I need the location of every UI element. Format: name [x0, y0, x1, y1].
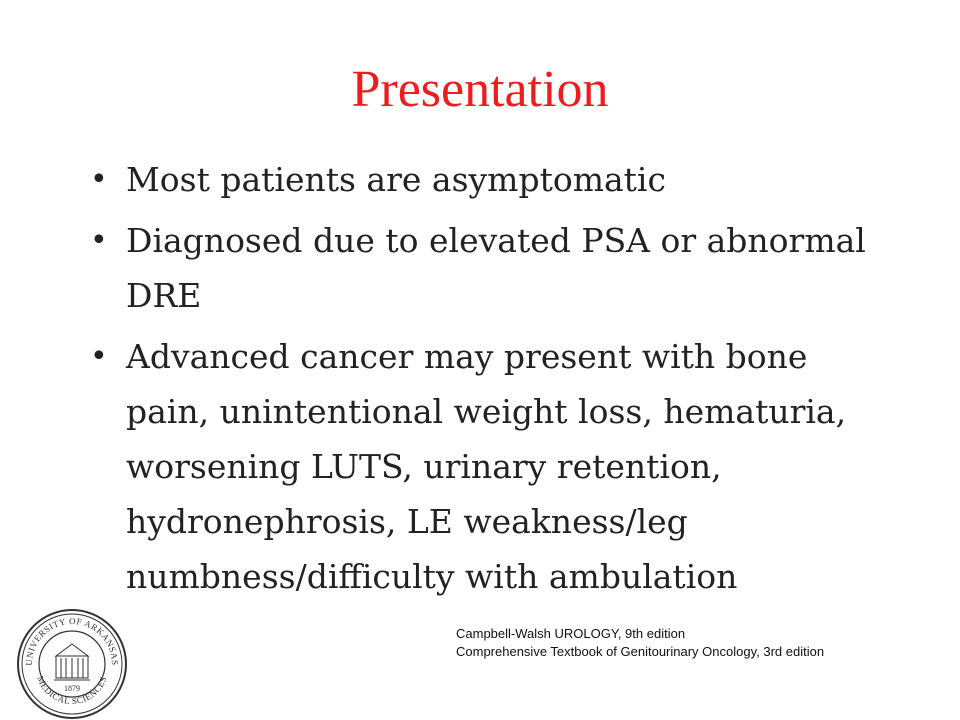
bullet-text: Diagnosed due to elevated PSA or abnormal DRE [126, 221, 866, 315]
bullet-item [90, 152, 870, 207]
bullet-marker: • [90, 162, 108, 197]
bullet-text: Most patients are asymptomatic [126, 160, 666, 199]
bullet-marker: • [90, 223, 108, 258]
seal-top-text: UNIVERSITY OF ARKANSAS [23, 615, 121, 666]
seal-bottom-text: MEDICAL SCIENCES [35, 674, 109, 707]
reference-line: Comprehensive Textbook of Genitourinary Oncology, 3rd edition [456, 644, 825, 659]
bullet-item [90, 329, 870, 604]
university-seal-icon [16, 608, 128, 720]
reference-line: Campbell-Walsh UROLOGY, 9th edition [456, 626, 686, 641]
bullet-item [90, 213, 870, 323]
seal-year: 1879 [64, 684, 80, 693]
bullet-marker: • [90, 339, 108, 374]
slide-title: Presentation [351, 61, 609, 118]
bullet-text: Advanced cancer may present with bone pain, unintentional weight loss, hematuria, worsening LUTS, urinary retention, hydronephrosis, LE weakness/leg numbness/difficulty with ambulation [126, 337, 847, 596]
references [456, 625, 824, 661]
bullet-list [90, 152, 870, 610]
